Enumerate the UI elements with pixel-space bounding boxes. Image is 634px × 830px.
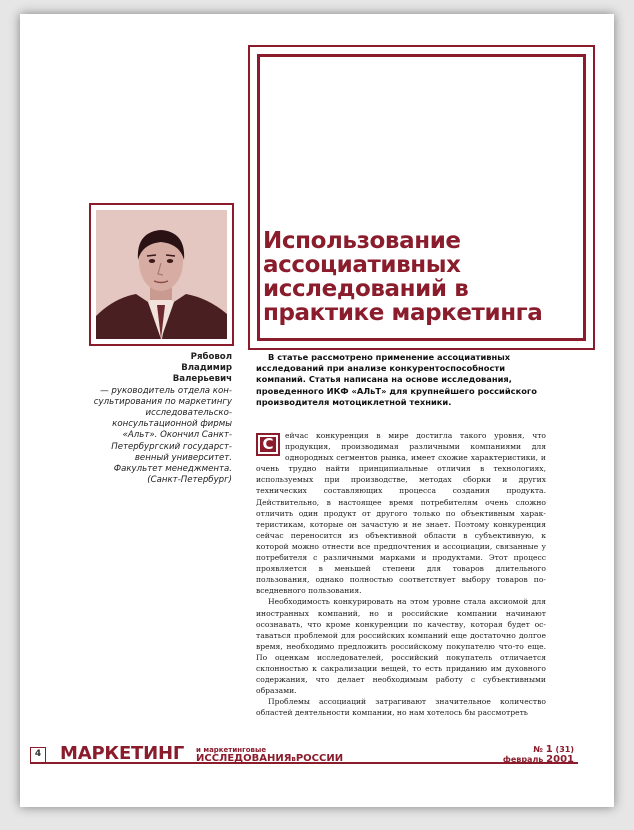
journal-title-main: МАРКЕТИНГ	[60, 743, 185, 764]
author-portrait-image	[96, 210, 227, 339]
author-photo	[96, 210, 227, 339]
journal-sub-line-2: ИССЛЕДОВАНИЯвРОССИИ	[196, 753, 344, 764]
article-lead: В статье рассмотрено применение ассоциативных исследований при анализе конкурентоспособности компаний. Статья написана на основе исследования, проведенного ИКФ «АЛьТ» для крупнейшего российского производителя мотоциклетной техники.	[256, 352, 537, 407]
body-paragraph-1	[256, 430, 546, 596]
author-description: — руководитель отдела консультирования по маркетингу исследовательско-консультационной фирмы «Альт». Окончил Санкт-Петербургский государственный университет. Факультет менеджмента.	[93, 385, 232, 475]
body-paragraph-3: Проблемы ассоциаций затрагивают значительное количество областей деятельности компании, но нам хотелось бы рассмотреть	[256, 697, 546, 718]
article-body	[256, 430, 546, 718]
author-name-line-1: Рябовол	[190, 352, 232, 362]
article-title: Использование ассоциативных исследований в практике маркетинга	[263, 228, 543, 326]
issue-date-line: февраль 2001	[502, 754, 574, 765]
body-paragraph-2: Необходимость конкурировать на этом уровне стала аксиомой для иностранных компаний, но и российские компании начинают осознавать, что кроме конкуренции по качеству, которая будет оставаться проблемой для российских компаний еще достаточно долгое время, необходимо предложить российскому покупателю что-то еще. По оценкам исследователей, российский покупатель отличается склонностью к сакрализации вещей, то есть приданию им духовного содержания, что делает необходимым работу с субъективными образами.	[256, 597, 546, 696]
page-number: 4	[34, 749, 42, 759]
issue-number-line: № 1 (31)	[533, 744, 574, 755]
author-photo-frame	[89, 203, 234, 346]
issue-info	[464, 745, 574, 765]
author-city: (Санкт-Петербург)	[147, 475, 232, 486]
journal-sub-line-1: и маркетинговые	[196, 746, 267, 754]
author-caption	[89, 352, 232, 486]
author-name-line-2: Владимир	[181, 363, 232, 374]
drop-cap: С	[256, 433, 280, 456]
page-number-box	[30, 747, 46, 763]
body-paragraph-1-text: ейчас конкуренция в мире достигла такого уровня, что продукция, производимая различными компаниями для однородных сегментов рынка, имеет схожие характеристики, и очень трудно найти принципиальные отличия в технологиях, используемых при производстве, методах сборки и других технических составляющих процесса создания продукта. Действительно, в настоящее время потребителям очень сложно отличить один продукт от другого только по объективным характеристикам, которые он зачастую и не знает. Поэтому конкуренция сейчас переносится из объективной области в субъективную, к которой можно отнести все предпочтения и ассоциации, связанные у потребителя с различными марками и продуктами. Этот процесс проявляется в меньшей степени для товаров длительного пользования, однако полностью соответствует выбору товаров повседневного пользования.	[256, 431, 546, 596]
journal-title-sub	[196, 746, 343, 764]
author-name-line-3: Валерьевич	[172, 374, 232, 385]
